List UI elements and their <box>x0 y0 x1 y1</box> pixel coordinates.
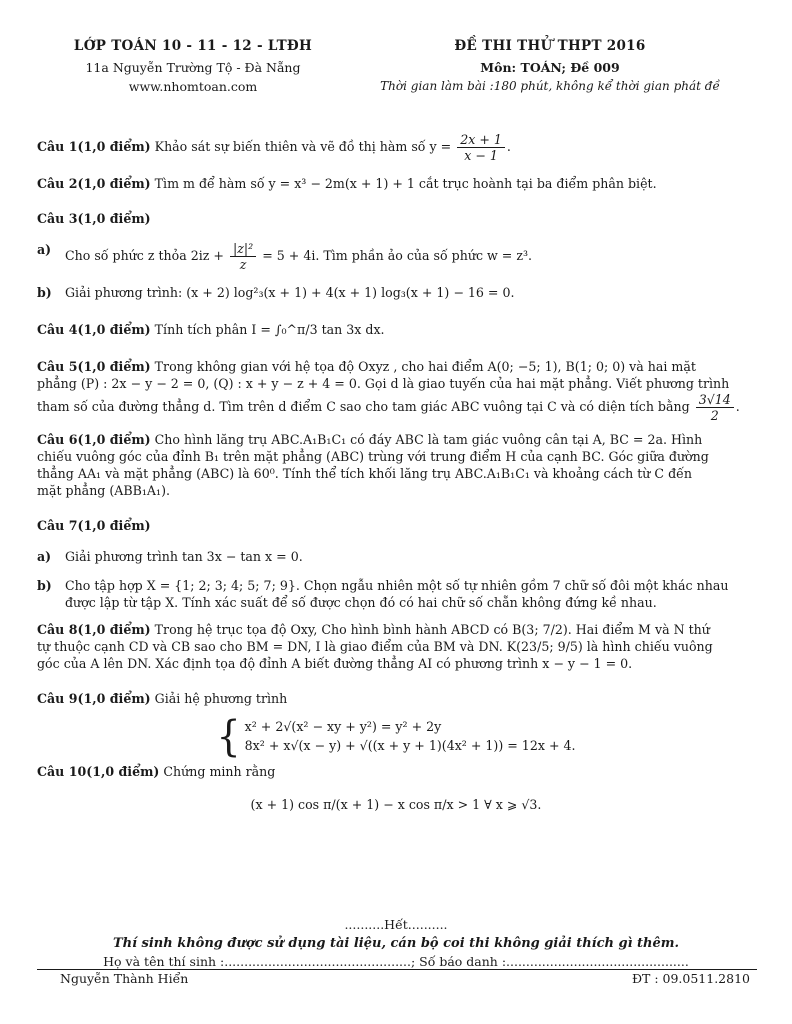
part-line: được lập từ tập X. Tính xác suất để số được chọn đó có hai chữ số chẵn không đứng kề nhau. <box>65 595 657 610</box>
punctuation: . <box>735 399 740 414</box>
exam-time: Thời gian làm bài :180 phút, không kể thời gian phát đề <box>380 79 720 93</box>
end-marker: ..........Hết.......... <box>344 917 448 932</box>
part-text <box>65 241 755 272</box>
question-line: Trong hệ trục tọa độ Oxy, Cho hình bình hành ABCD có B(3; 7/2). Hai điểm M và N thứ <box>154 622 710 637</box>
question-label: Câu 1(1,0 điểm) <box>37 139 151 154</box>
question-line: tham số của đường thẳng d. Tìm trên d điểm C sao cho tam giác ABC vuông tại C và có diện tích bằng <box>37 399 690 414</box>
school-title: LỚP TOÁN 10 - 11 - 12 - LTĐH <box>73 38 313 54</box>
question-line: tự thuộc cạnh CD và CB sao cho BM = DN, I là giao điểm của BM và DN. K(23/5; 9/5) là hình chiếu vuông <box>37 639 713 654</box>
fraction-numerator: 2x + 1 <box>457 132 505 148</box>
question-10 <box>37 763 755 780</box>
equation-system <box>37 711 755 761</box>
question-7a <box>37 548 755 565</box>
brace-symbol: { <box>216 711 241 761</box>
question-7b <box>37 577 755 611</box>
question-2 <box>37 175 755 192</box>
fraction <box>230 241 256 272</box>
exam-note: Thí sinh không được sử dụng tài liệu, cán bộ coi thi không giải thích gì thêm. <box>112 936 680 951</box>
fraction-denominator: x − 1 <box>464 148 498 163</box>
header-right <box>350 38 750 93</box>
fraction <box>457 132 505 163</box>
exam-subject: Môn: TOÁN; Đề 009 <box>480 60 620 75</box>
question-4 <box>37 321 755 338</box>
part-text: Giải phương trình: (x + 2) log²₃(x + 1) + 4(x + 1) log₃(x + 1) − 16 = 0. <box>65 285 515 300</box>
question-line: chiếu vuông góc của đỉnh B₁ trên mặt phẳng (ABC) trùng với trung điểm H của cạnh BC. Góc giữa đường <box>37 449 709 464</box>
equation-2: 8x² + x√(x − y) + √((x + y + 1)(4x² + 1)) = 12x + 4. <box>244 738 576 753</box>
header-left <box>48 38 338 94</box>
question-line: mặt phẳng (ABB₁A₁). <box>37 483 170 498</box>
question-text: Tính tích phân I = ∫₀^π/3 tan 3x dx. <box>154 322 385 337</box>
question-label: Câu 5(1,0 điểm) <box>37 359 151 374</box>
question-5 <box>37 358 755 423</box>
footer-divider <box>37 969 757 970</box>
question-label: Câu 4(1,0 điểm) <box>37 322 151 337</box>
exam-body <box>37 128 755 813</box>
equation-lines <box>245 717 576 755</box>
question-label: Câu 9(1,0 điểm) <box>37 691 151 706</box>
question-1 <box>37 132 755 163</box>
question-label: Câu 7(1,0 điểm) <box>37 518 151 533</box>
fraction-denominator: z <box>239 257 247 272</box>
question-label: Câu 8(1,0 điểm) <box>37 622 151 637</box>
question-label: Câu 2(1,0 điểm) <box>37 176 151 191</box>
question-3a <box>37 241 755 272</box>
equation-1: x² + 2√(x² − xy + y²) = y² + 2y <box>244 719 442 734</box>
author-phone: ĐT : 09.0511.2810 <box>631 971 750 986</box>
candidate-info-line: Họ và tên thí sinh :...............................................; Số báo danh :.............................................. <box>103 954 689 969</box>
question-text: Tìm m để hàm số y = x³ − 2m(x + 1) + 1 cắt trục hoành tại ba điểm phân biệt. <box>154 176 657 191</box>
question-line: phẳng (P) : 2x − y − 2 = 0, (Q) : x + y − z + 4 = 0. Gọi d là giao tuyến của hai mặt phẳng. Viết phương trình <box>37 376 730 391</box>
question-line: thẳng AA₁ và mặt phẳng (ABC) là 60⁰. Tính thể tích khối lăng trụ ABC.A₁B₁C₁ và khoảng cách từ C đến <box>37 466 692 481</box>
fraction-denominator: 2 <box>710 408 719 423</box>
fraction-numerator: |z|² <box>230 241 256 257</box>
question-text: Chứng minh rằng <box>163 764 276 779</box>
question-line: góc của A lên DN. Xác định tọa độ đỉnh A biết đường thẳng AI có phương trình x − y − 1 = 0. <box>37 656 633 671</box>
question-label: Câu 10(1,0 điểm) <box>37 764 160 779</box>
part-line: Cho tập hợp X = {1; 2; 3; 4; 5; 7; 9}. Chọn ngẫu nhiên một số tự nhiên gồm 7 chữ số đôi một khác nhau <box>65 578 729 593</box>
question-text: Khảo sát sự biến thiên và vẽ đồ thị hàm số y = <box>154 139 452 154</box>
question-line: Cho hình lăng trụ ABC.A₁B₁C₁ có đáy ABC là tam giác vuông cân tại A, BC = 2a. Hình <box>154 432 703 447</box>
punctuation: . <box>506 139 511 154</box>
question-line: Trong không gian với hệ tọa độ Oxyz , cho hai điểm A(0; −5; 1), B(1; 0; 0) và hai mặt <box>154 359 696 374</box>
part-text-post: = 5 + 4i. Tìm phần ảo của số phức w = z³. <box>262 248 533 263</box>
part-label: a) <box>37 242 52 257</box>
part-text <box>65 577 755 611</box>
part-label: b) <box>37 578 52 593</box>
author-name: Nguyễn Thành Hiển <box>60 971 189 986</box>
school-address: 11a Nguyễn Trường Tộ - Đà Nẵng <box>85 60 301 75</box>
part-label: b) <box>37 285 52 300</box>
part-text: Giải phương trình tan 3x − tan x = 0. <box>65 549 303 564</box>
question-8 <box>37 621 755 672</box>
question-label: Câu 3(1,0 điểm) <box>37 211 151 226</box>
question-7 <box>37 517 755 534</box>
question-6 <box>37 431 755 499</box>
question-3 <box>37 210 755 227</box>
inequality: (x + 1) cos π/(x + 1) − x cos π/x > 1 ∀ x ⩾ √3. <box>250 797 542 812</box>
question-text: Giải hệ phương trình <box>154 691 288 706</box>
part-text-pre: Cho số phức z thỏa 2iz + <box>65 248 224 263</box>
school-website: www.nhomtoan.com <box>128 79 258 94</box>
fraction-numerator: 3√14 <box>696 392 734 408</box>
fraction <box>696 392 734 423</box>
question-9 <box>37 690 755 707</box>
question-label: Câu 6(1,0 điểm) <box>37 432 151 447</box>
part-label: a) <box>37 549 52 564</box>
question-3b <box>37 284 755 301</box>
exam-title: ĐỀ THI THỬ THPT 2016 <box>454 38 646 54</box>
